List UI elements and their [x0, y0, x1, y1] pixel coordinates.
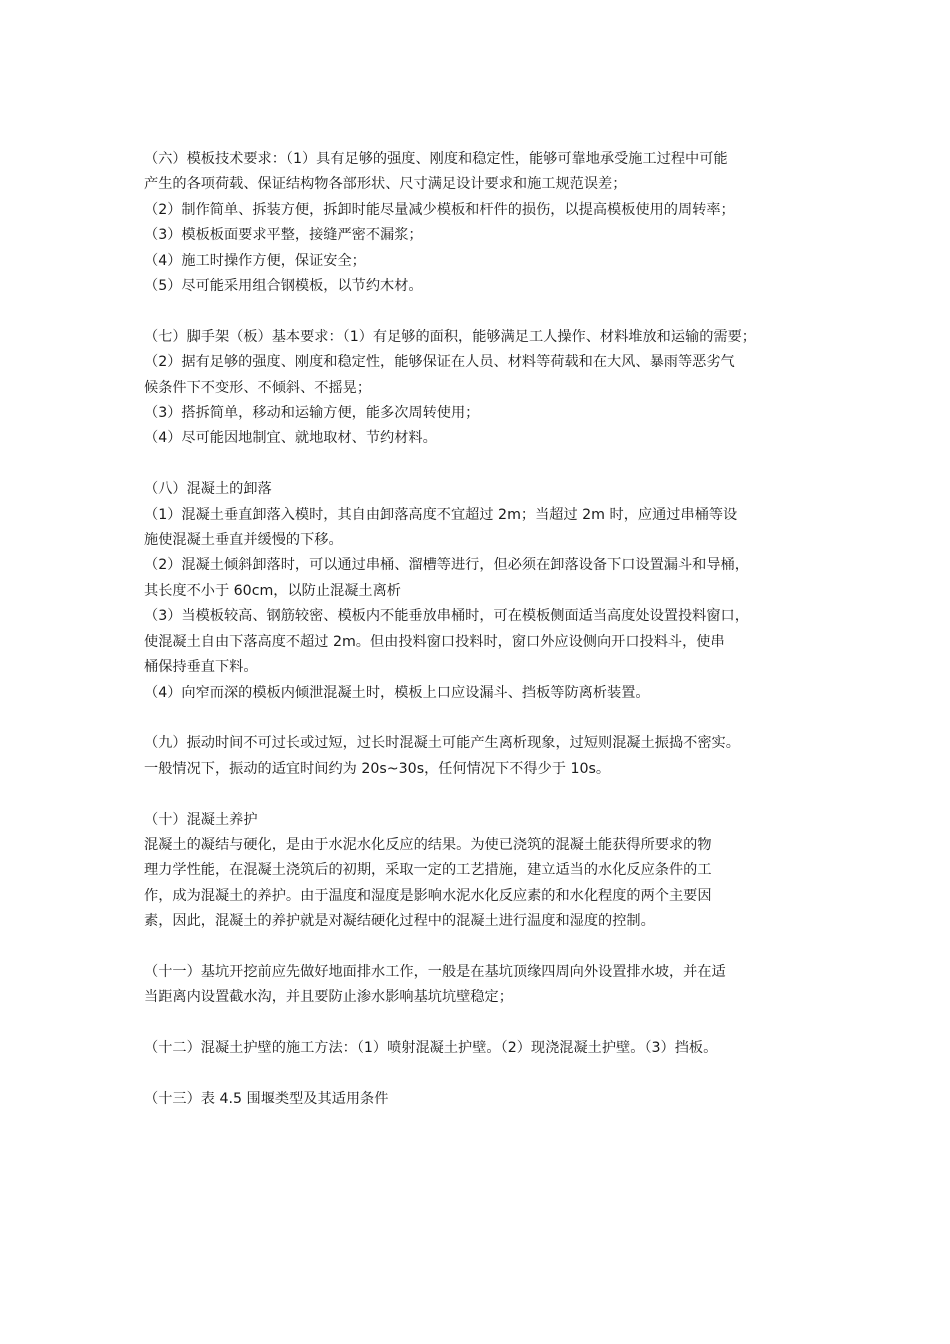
section-concrete-curing — [144, 808, 812, 935]
text-line: 当距离内设置截水沟，并且要防止渗水影响基坑坑壁稳定； — [144, 989, 513, 1006]
paragraph-gap — [144, 299, 812, 324]
text-line: （2）据有足够的强度、刚度和稳定性，能够保证在人员、材料等荷载和在大风、暴雨等恶劣气 — [144, 354, 735, 371]
paragraph-gap — [144, 935, 812, 960]
section-heading: （八）混凝土的卸落 — [144, 481, 272, 498]
paragraph-gap — [144, 706, 812, 731]
section-foundation-pit-drainage — [144, 960, 812, 1011]
text-line: （七）脚手架（板）基本要求：（1）有足够的面积，能够满足工人操作、材料堆放和运输的需要； — [144, 328, 756, 345]
text-line: （5）尽可能采用组合钢模板，以节约木材。 — [144, 278, 423, 295]
section-cofferdam-table-caption — [144, 1087, 812, 1112]
text-line: （1）混凝土垂直卸落入模时，其自由卸落高度不宜超过 2m；当超过 2m 时，应通过串桶等设 — [144, 506, 738, 523]
text-line: 作，成为混凝土的养护。由于温度和湿度是影响水泥水化反应素的和水化程度的两个主要因 — [144, 887, 712, 904]
text-line: （3）当模板较高、钢筋较密、模板内不能垂放串桶时，可在模板侧面适当高度处设置投料窗口， — [144, 608, 749, 625]
text-line: （3）搭拆简单，移动和运输方便，能多次周转使用； — [144, 405, 480, 422]
paragraph-gap — [144, 452, 812, 477]
section-formwork-requirements — [144, 147, 812, 299]
text-line: 混凝土的凝结与硬化，是由于水泥水化反应的结果。为使已浇筑的混凝土能获得所要求的物 — [144, 836, 712, 853]
text-line: （六）模板技术要求：（1）具有足够的强度、刚度和稳定性，能够可靠地承受施工过程中可能 — [144, 151, 728, 167]
text-line: （4）尽可能因地制宜、就地取材、节约材料。 — [144, 430, 437, 447]
text-line: （4）施工时操作方便，保证安全； — [144, 252, 366, 269]
text-line: 理力学性能，在混凝土浇筑后的初期，采取一定的工艺措施，建立适当的水化反应条件的工 — [144, 862, 712, 879]
text-line: 使混凝土自由下落高度不超过 2m。但由投料窗口投料时，窗口外应设侧向开口投料斗，使串 — [144, 633, 725, 650]
text-line: 其长度不小于 60cm，以防止混凝土离析 — [144, 582, 401, 599]
text-line: （3）模板板面要求平整，接缝严密不漏浆； — [144, 227, 423, 244]
paragraph-gap — [144, 1062, 812, 1087]
text-line: （2）制作简单、拆装方便，拆卸时能尽量减少模板和杆件的损伤，以提高模板使用的周转率； — [144, 201, 735, 218]
text-line: 候条件下不变形、不倾斜、不摇晃； — [144, 379, 372, 396]
paragraph-gap — [144, 1011, 812, 1036]
document-body — [144, 147, 812, 1112]
text-line: （十一）基坑开挖前应先做好地面排水工作，一般是在基坑顶缘四周向外设置排水坡，并在适 — [144, 963, 726, 980]
text-line: （十二）混凝土护壁的施工方法：（1）喷射混凝土护壁。（2）现浇混凝土护壁。（3）挡板。 — [144, 1040, 718, 1057]
paragraph-gap — [144, 782, 812, 807]
text-line: 桶保持垂直下料。 — [144, 659, 258, 676]
text-line: （4）向窄而深的模板内倾泄混凝土时，模板上口应设漏斗、挡板等防离析装置。 — [144, 684, 650, 701]
text-line: 产生的各项荷载、保证结构物各部形状、尺寸满足设计要求和施工规范误差； — [144, 176, 627, 193]
table-caption: （十三）表 4.5 围堰类型及其适用条件 — [144, 1090, 389, 1107]
section-heading: （十）混凝土养护 — [144, 811, 258, 828]
text-line: （2）混凝土倾斜卸落时，可以通过串桶、溜槽等进行，但必须在卸落设备下口设置漏斗和导桶， — [144, 557, 749, 574]
section-retaining-wall-methods — [144, 1036, 812, 1061]
section-scaffold-requirements — [144, 325, 812, 452]
text-line: 素，因此，混凝土的养护就是对凝结硬化过程中的混凝土进行温度和湿度的控制。 — [144, 913, 655, 930]
section-concrete-discharge — [144, 477, 812, 706]
text-line: 一般情况下，振动的适宜时间约为 20s~30s，任何情况下不得少于 10s。 — [144, 760, 611, 777]
text-line: 施使混凝土垂直并缓慢的下移。 — [144, 532, 343, 549]
text-line: （九）振动时间不可过长或过短，过长时混凝土可能产生离析现象，过短则混凝土振捣不密实。 — [144, 735, 740, 752]
section-vibration-time — [144, 731, 812, 782]
